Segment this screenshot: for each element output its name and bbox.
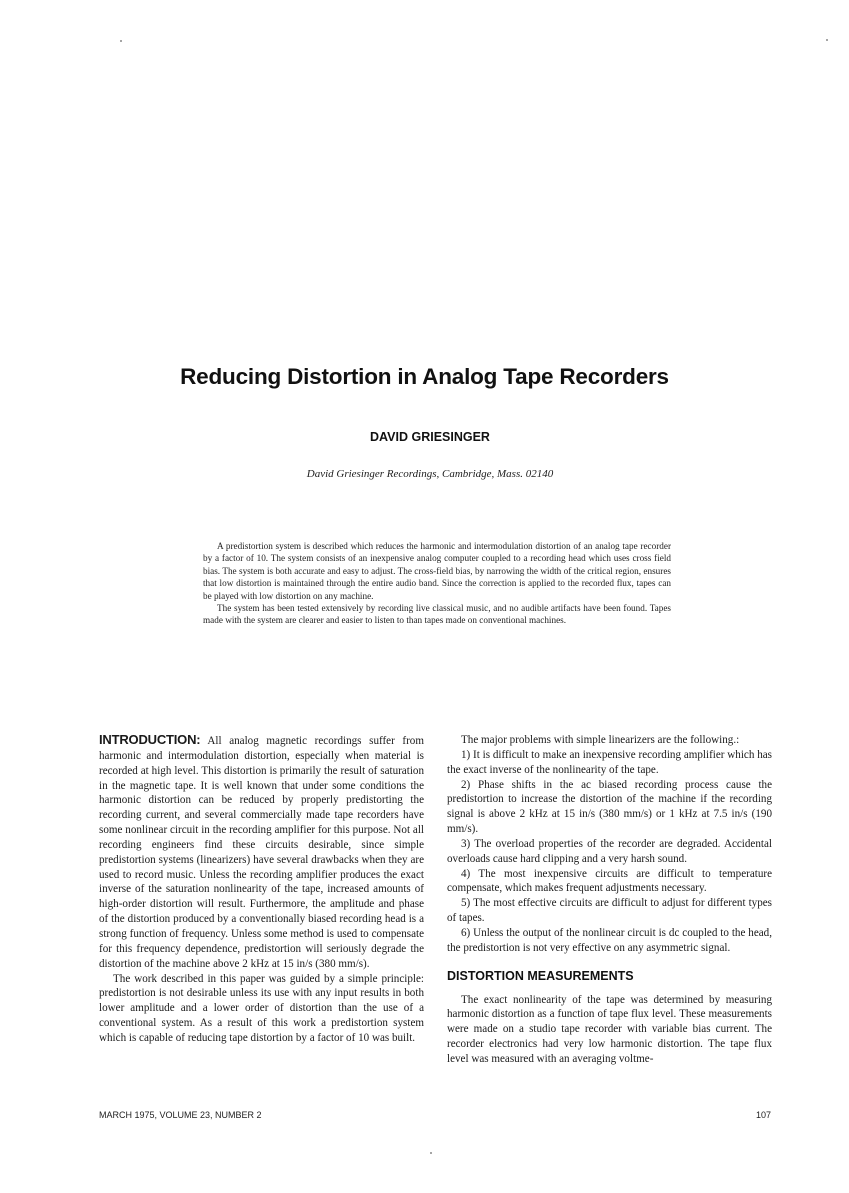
list-item: 3) The overload properties of the recorder are degraded. Accidental overloads cause hard clipping and a very harsh sound. (447, 837, 772, 865)
scan-speck (430, 1152, 432, 1154)
left-column (99, 733, 424, 1046)
list-item: 4) The most inexpensive circuits are difficult to temperature compensate, which makes frequent adjustments necessary. (447, 867, 772, 895)
abstract-paragraph: The system has been tested extensively by recording live classical music, and no audible artifacts have been found. Tapes made with the system are clearer and easier to listen to than tapes made on conventional machines. (203, 603, 671, 626)
abstract (203, 540, 671, 627)
scan-speck (826, 39, 828, 41)
body-paragraph: The major problems with simple linearizers are the following.: (461, 734, 740, 746)
section-heading: DISTORTION MEASUREMENTS (447, 968, 634, 983)
right-column (447, 733, 772, 1067)
author-name: DAVID GRIESINGER (370, 430, 490, 444)
body-paragraph: The exact nonlinearity of the tape was determined by measuring harmonic distortion as a function of tape flux level. These measurements were made on a studio tape recorder with variable bias current. The recorder electronics had very low harmonic distortion. The tape flux level was measured with an averaging voltme- (447, 993, 772, 1065)
scan-speck (120, 40, 122, 42)
list-item: 1) It is difficult to make an inexpensive recording amplifier which has the exact inverse of the nonlinearity of the tape. (447, 748, 772, 776)
body-paragraph: The work described in this paper was guided by a simple principle: predistortion is not desirable unless its use with any input results in both lower amplitude and a lower order of distortion than the use of a conventional system. As a result of this work a predistortion system which is capable of reducing tape distortion by a factor of 10 was built. (99, 972, 424, 1044)
author-affiliation: David Griesinger Recordings, Cambridge, Mass. 02140 (306, 468, 554, 480)
journal-footer: MARCH 1975, VOLUME 23, NUMBER 2 (99, 1110, 262, 1120)
list-item: 6) Unless the output of the nonlinear circuit is dc coupled to the head, the predistortion is not very effective on any asymmetric signal. (447, 926, 772, 954)
abstract-paragraph: A predistortion system is described which reduces the harmonic and intermodulation distortion of an analog tape recorder by a factor of 10. The system consists of an inexpensive analog computer coupled to a recording head which uses cross field bias. The system is both accurate and easy to adjust. The cross-field bias, by narrowing the width of the critical region, ensures that low distortion is maintained through the entire audio band. Since the correction is applied to the recorded flux, tapes can be played with low distortion on any machine. (203, 541, 671, 601)
introduction-heading: INTRODUCTION: (99, 732, 201, 747)
paper-title: Reducing Distortion in Analog Tape Recorders (180, 364, 669, 390)
intro-paragraph (99, 733, 424, 972)
intro-text: All analog magnetic recordings suffer from harmonic and intermodulation distortion, especially when material is recorded at high level. This distortion is primarily the result of saturation in the magnetic tape. It is well known that under some conditions the harmonic distortion can be reduced by properly predistorting the recording current, and several commercially made tape recorders have some nonlinear circuit in the recording amplifier for this purpose. Not all recording engineers find these circuits desirable, since simple predistortion systems (linearizers) have several drawbacks when they are used to record music. Unless the recording amplifier produces the exact inverse of the saturation nonlinearity of the tape, increased amounts of high-order distortion will result. Furthermore, the amplitude and phase of the distortion produced by a conventionally biased recording head is a strong function of frequency. Unless some method is used to compensate for this frequency dependence, predistortion will seriously degrade the distortion of the machine above 2 kHz at 15 in/s (380 mm/s). (99, 735, 424, 970)
list-item: 5) The most effective circuits are difficult to adjust for different types of tapes. (447, 897, 772, 925)
page-number: 107 (756, 1110, 772, 1120)
list-item: 2) Phase shifts in the ac biased recording process cause the predistortion to increase the distortion of the machine if the recording signal is above 2 kHz at 15 in/s (380 mm/s) or 1 kHz at 7.5 in/s (190 mm/s). (447, 778, 772, 836)
